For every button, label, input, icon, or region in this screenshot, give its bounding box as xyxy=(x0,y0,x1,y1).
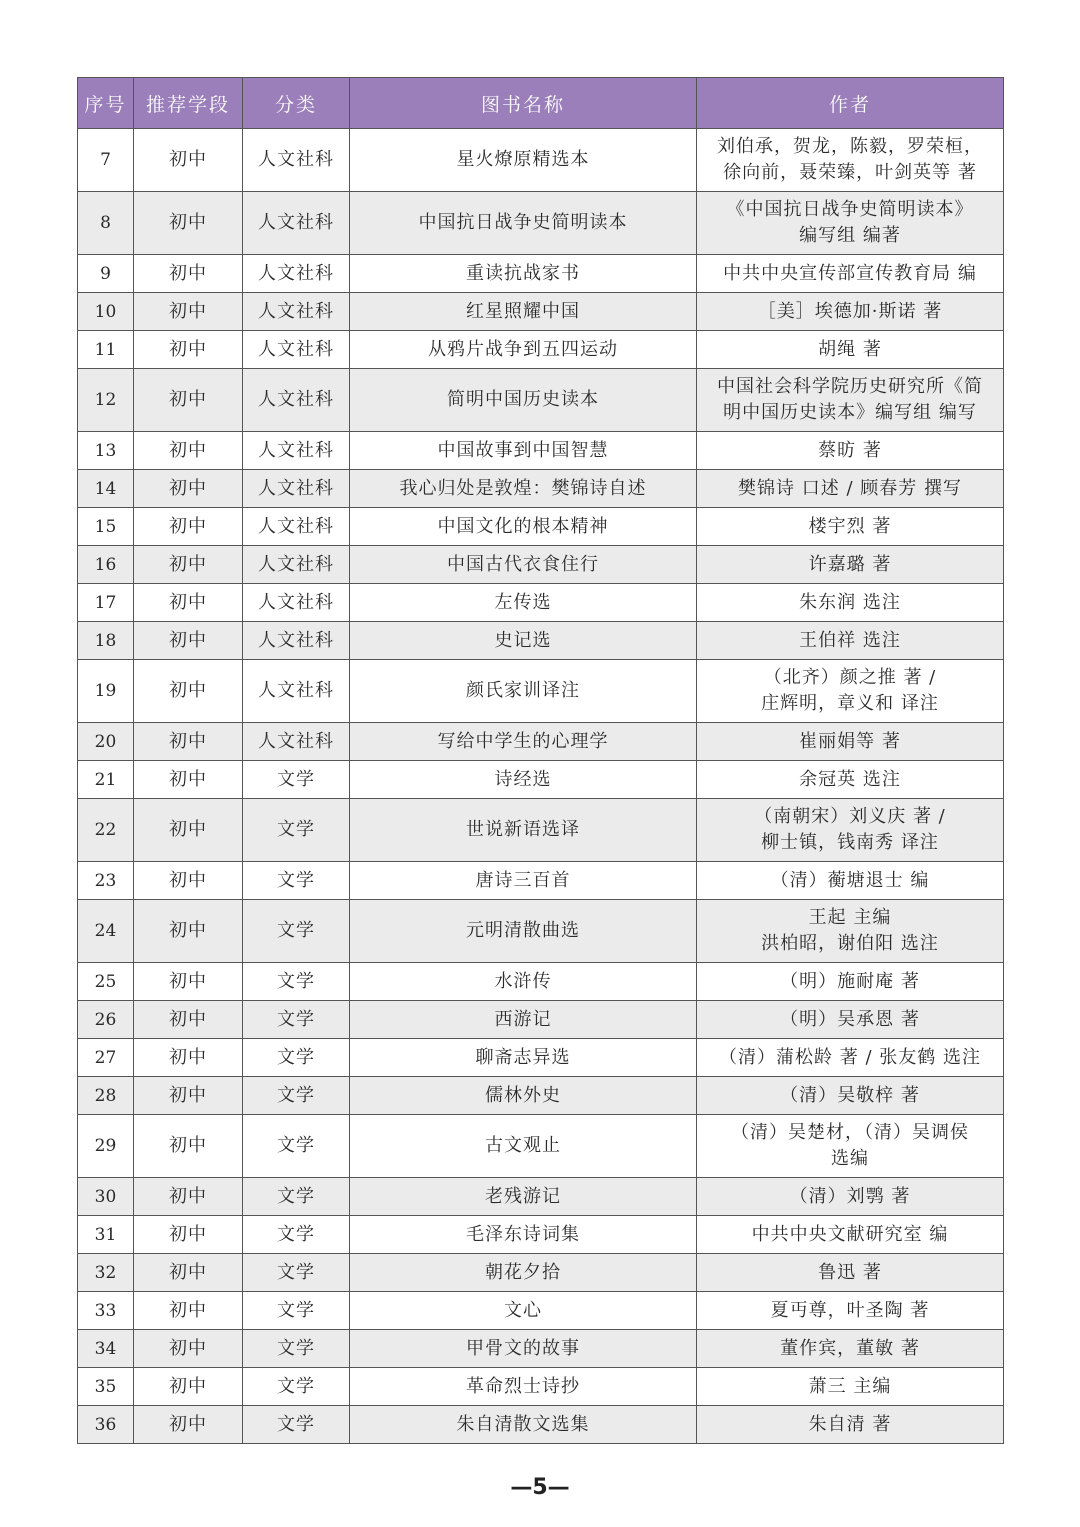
no-cell: 29 xyxy=(78,1115,134,1178)
table-body xyxy=(78,129,1004,1444)
table-row xyxy=(78,723,1004,761)
no-cell: 25 xyxy=(78,963,134,1001)
stage-cell: 初中 xyxy=(134,963,243,1001)
no-cell: 21 xyxy=(78,761,134,799)
category-cell: 文学 xyxy=(243,862,350,900)
title-cell: 红星照耀中国 xyxy=(350,293,697,331)
category-cell: 文学 xyxy=(243,1368,350,1406)
category-cell: 人文社科 xyxy=(243,255,350,293)
title-cell: 老残游记 xyxy=(350,1178,697,1216)
table-row xyxy=(78,432,1004,470)
table-row xyxy=(78,1330,1004,1368)
category-cell: 人文社科 xyxy=(243,723,350,761)
table-row xyxy=(78,331,1004,369)
no-cell: 34 xyxy=(78,1330,134,1368)
title-cell: 简明中国历史读本 xyxy=(350,369,697,432)
no-cell: 12 xyxy=(78,369,134,432)
author-line: 徐向前，聂荣臻，叶剑英等 著 xyxy=(723,162,977,183)
stage-cell: 初中 xyxy=(134,1039,243,1077)
author-cell xyxy=(697,331,1004,369)
stage-cell: 初中 xyxy=(134,1330,243,1368)
author-cell xyxy=(697,799,1004,862)
stage-cell: 初中 xyxy=(134,1406,243,1444)
table-row xyxy=(78,546,1004,584)
table-row xyxy=(78,761,1004,799)
title-cell: 唐诗三百首 xyxy=(350,862,697,900)
stage-cell: 初中 xyxy=(134,1115,243,1178)
title-cell: 古文观止 xyxy=(350,1115,697,1178)
table-row xyxy=(78,660,1004,723)
no-cell: 22 xyxy=(78,799,134,862)
title-cell: 世说新语选译 xyxy=(350,799,697,862)
stage-cell: 初中 xyxy=(134,799,243,862)
title-cell: 颜氏家训译注 xyxy=(350,660,697,723)
table-row xyxy=(78,508,1004,546)
category-cell: 人文社科 xyxy=(243,331,350,369)
author-line: 明中国历史读本》编写组 编写 xyxy=(723,402,977,423)
no-cell: 28 xyxy=(78,1077,134,1115)
title-cell: 朱自清散文选集 xyxy=(350,1406,697,1444)
category-cell: 文学 xyxy=(243,1115,350,1178)
stage-cell: 初中 xyxy=(134,1077,243,1115)
stage-cell: 初中 xyxy=(134,761,243,799)
category-cell: 文学 xyxy=(243,799,350,862)
title-cell: 左传选 xyxy=(350,584,697,622)
title-cell: 毛泽东诗词集 xyxy=(350,1216,697,1254)
author-line: 中共中央宣传部宣传教育局 编 xyxy=(723,262,977,284)
author-cell xyxy=(697,584,1004,622)
author-cell xyxy=(697,1254,1004,1292)
author-line: （清）蒲松龄 著 / 张友鹤 选注 xyxy=(719,1046,981,1068)
stage-cell: 初中 xyxy=(134,1368,243,1406)
table-row xyxy=(78,255,1004,293)
author-line: 鲁迅 著 xyxy=(818,1261,882,1283)
stage-cell: 初中 xyxy=(134,369,243,432)
no-cell: 36 xyxy=(78,1406,134,1444)
table-row xyxy=(78,129,1004,192)
header-author: 作者 xyxy=(697,78,1004,129)
stage-cell: 初中 xyxy=(134,331,243,369)
category-cell: 人文社科 xyxy=(243,546,350,584)
category-cell: 人文社科 xyxy=(243,432,350,470)
title-cell: 中国文化的根本精神 xyxy=(350,508,697,546)
author-line: （清）吴敬梓 著 xyxy=(780,1084,920,1106)
header-category: 分类 xyxy=(243,78,350,129)
author-cell xyxy=(697,1216,1004,1254)
category-cell: 人文社科 xyxy=(243,129,350,192)
author-line: 蔡昉 著 xyxy=(818,439,882,461)
no-cell: 19 xyxy=(78,660,134,723)
author-line: 编写组 编著 xyxy=(799,225,901,246)
stage-cell: 初中 xyxy=(134,1292,243,1330)
table-row xyxy=(78,622,1004,660)
author-line: 柳士镇，钱南秀 译注 xyxy=(761,832,939,853)
author-line: （清）吴楚材，（清）吴调侯 xyxy=(731,1122,969,1143)
title-cell: 元明清散曲选 xyxy=(350,900,697,963)
author-line: 洪柏昭，谢伯阳 选注 xyxy=(761,933,939,954)
category-cell: 人文社科 xyxy=(243,508,350,546)
header-no: 序号 xyxy=(78,78,134,129)
stage-cell: 初中 xyxy=(134,508,243,546)
title-cell: 史记选 xyxy=(350,622,697,660)
category-cell: 文学 xyxy=(243,1001,350,1039)
author-cell xyxy=(697,900,1004,963)
no-cell: 35 xyxy=(78,1368,134,1406)
stage-cell: 初中 xyxy=(134,1001,243,1039)
no-cell: 11 xyxy=(78,331,134,369)
author-line: 许嘉璐 著 xyxy=(808,553,892,575)
author-cell xyxy=(697,470,1004,508)
no-cell: 17 xyxy=(78,584,134,622)
no-cell: 23 xyxy=(78,862,134,900)
table-row xyxy=(78,900,1004,963)
category-cell: 人文社科 xyxy=(243,660,350,723)
author-line: 夏丏尊，叶圣陶 著 xyxy=(770,1299,930,1321)
category-cell: 文学 xyxy=(243,1077,350,1115)
stage-cell: 初中 xyxy=(134,192,243,255)
author-cell xyxy=(697,761,1004,799)
title-cell: 诗经选 xyxy=(350,761,697,799)
category-cell: 文学 xyxy=(243,1216,350,1254)
author-line: 庄辉明，章义和 译注 xyxy=(761,693,939,714)
author-line: 中共中央文献研究室 编 xyxy=(751,1223,949,1245)
author-line: （明）施耐庵 著 xyxy=(780,970,920,992)
book-list-table xyxy=(77,77,1004,1444)
no-cell: 18 xyxy=(78,622,134,660)
no-cell: 20 xyxy=(78,723,134,761)
title-cell: 中国故事到中国智慧 xyxy=(350,432,697,470)
stage-cell: 初中 xyxy=(134,723,243,761)
category-cell: 人文社科 xyxy=(243,470,350,508)
category-cell: 文学 xyxy=(243,761,350,799)
category-cell: 文学 xyxy=(243,1292,350,1330)
author-line: 朱东润 选注 xyxy=(799,591,901,613)
author-cell xyxy=(697,1368,1004,1406)
category-cell: 文学 xyxy=(243,1406,350,1444)
header-title: 图书名称 xyxy=(350,78,697,129)
title-cell: 朝花夕拾 xyxy=(350,1254,697,1292)
table-row xyxy=(78,1001,1004,1039)
category-cell: 文学 xyxy=(243,1039,350,1077)
author-line: （清）刘鹗 著 xyxy=(789,1185,911,1207)
author-line: 楼宇烈 著 xyxy=(808,515,892,537)
table-row xyxy=(78,192,1004,255)
table-row xyxy=(78,470,1004,508)
no-cell: 32 xyxy=(78,1254,134,1292)
no-cell: 31 xyxy=(78,1216,134,1254)
stage-cell: 初中 xyxy=(134,660,243,723)
no-cell: 15 xyxy=(78,508,134,546)
stage-cell: 初中 xyxy=(134,862,243,900)
author-cell xyxy=(697,660,1004,723)
author-line: 《中国抗日战争史简明读本》 xyxy=(726,199,974,220)
table-header xyxy=(78,78,1004,129)
stage-cell: 初中 xyxy=(134,1216,243,1254)
stage-cell: 初中 xyxy=(134,1178,243,1216)
category-cell: 人文社科 xyxy=(243,192,350,255)
table-row xyxy=(78,1115,1004,1178)
title-cell: 写给中学生的心理学 xyxy=(350,723,697,761)
title-cell: 西游记 xyxy=(350,1001,697,1039)
table-row xyxy=(78,584,1004,622)
no-cell: 26 xyxy=(78,1001,134,1039)
table-row xyxy=(78,799,1004,862)
title-cell: 中国抗日战争史简明读本 xyxy=(350,192,697,255)
table-row xyxy=(78,369,1004,432)
author-cell xyxy=(697,1039,1004,1077)
author-line: 樊锦诗 口述 / 顾春芳 撰写 xyxy=(738,477,962,499)
category-cell: 人文社科 xyxy=(243,622,350,660)
author-line: （清）蘅塘退士 编 xyxy=(770,869,930,891)
stage-cell: 初中 xyxy=(134,622,243,660)
title-cell: 水浒传 xyxy=(350,963,697,1001)
author-cell xyxy=(697,1292,1004,1330)
title-cell: 我心归处是敦煌：樊锦诗自述 xyxy=(350,470,697,508)
author-line: 王起 主编 xyxy=(808,907,892,928)
author-cell xyxy=(697,963,1004,1001)
no-cell: 16 xyxy=(78,546,134,584)
page-number: —5— xyxy=(510,1475,570,1500)
author-line: 董作宾，董敏 著 xyxy=(780,1337,920,1359)
author-line: 王伯祥 选注 xyxy=(799,629,901,651)
stage-cell: 初中 xyxy=(134,129,243,192)
title-cell: 聊斋志异选 xyxy=(350,1039,697,1077)
author-cell xyxy=(697,293,1004,331)
title-cell: 文心 xyxy=(350,1292,697,1330)
author-line: 余冠英 选注 xyxy=(799,768,901,790)
no-cell: 33 xyxy=(78,1292,134,1330)
table-row xyxy=(78,293,1004,331)
author-line: 崔丽娟等 著 xyxy=(799,730,901,752)
stage-cell: 初中 xyxy=(134,255,243,293)
no-cell: 8 xyxy=(78,192,134,255)
author-cell xyxy=(697,432,1004,470)
stage-cell: 初中 xyxy=(134,293,243,331)
author-cell xyxy=(697,1406,1004,1444)
author-line: （北齐）颜之推 著 / xyxy=(763,667,937,688)
category-cell: 人文社科 xyxy=(243,584,350,622)
stage-cell: 初中 xyxy=(134,432,243,470)
no-cell: 7 xyxy=(78,129,134,192)
stage-cell: 初中 xyxy=(134,470,243,508)
no-cell: 14 xyxy=(78,470,134,508)
author-line: （南朝宋）刘义庆 著 / xyxy=(754,806,946,827)
no-cell: 13 xyxy=(78,432,134,470)
title-cell: 星火燎原精选本 xyxy=(350,129,697,192)
author-cell xyxy=(697,546,1004,584)
author-cell xyxy=(697,508,1004,546)
table-row xyxy=(78,1039,1004,1077)
stage-cell: 初中 xyxy=(134,1254,243,1292)
author-line: 萧三 主编 xyxy=(808,1375,892,1397)
title-cell: 甲骨文的故事 xyxy=(350,1330,697,1368)
category-cell: 文学 xyxy=(243,963,350,1001)
author-line: 朱自清 著 xyxy=(808,1413,892,1435)
stage-cell: 初中 xyxy=(134,900,243,963)
author-cell xyxy=(697,1115,1004,1178)
title-cell: 革命烈士诗抄 xyxy=(350,1368,697,1406)
author-cell xyxy=(697,1001,1004,1039)
author-line: ［美］埃德加·斯诺 著 xyxy=(757,300,943,322)
no-cell: 30 xyxy=(78,1178,134,1216)
category-cell: 人文社科 xyxy=(243,369,350,432)
category-cell: 文学 xyxy=(243,1330,350,1368)
title-cell: 从鸦片战争到五四运动 xyxy=(350,331,697,369)
table-row xyxy=(78,1292,1004,1330)
author-line: 刘伯承，贺龙，陈毅，罗荣桓， xyxy=(717,136,983,157)
header-stage: 推荐学段 xyxy=(134,78,243,129)
author-cell xyxy=(697,723,1004,761)
table-row xyxy=(78,963,1004,1001)
author-cell xyxy=(697,862,1004,900)
author-line: 选编 xyxy=(831,1148,869,1169)
author-cell xyxy=(697,1077,1004,1115)
category-cell: 文学 xyxy=(243,1254,350,1292)
no-cell: 27 xyxy=(78,1039,134,1077)
title-cell: 儒林外史 xyxy=(350,1077,697,1115)
table-row xyxy=(78,1216,1004,1254)
no-cell: 24 xyxy=(78,900,134,963)
author-line: 中国社会科学院历史研究所《简 xyxy=(717,376,983,397)
author-cell xyxy=(697,129,1004,192)
author-cell xyxy=(697,255,1004,293)
title-cell: 重读抗战家书 xyxy=(350,255,697,293)
no-cell: 9 xyxy=(78,255,134,293)
no-cell: 10 xyxy=(78,293,134,331)
table-row xyxy=(78,1368,1004,1406)
table-row xyxy=(78,862,1004,900)
author-line: （明）吴承恩 著 xyxy=(780,1008,920,1030)
table-row xyxy=(78,1254,1004,1292)
table-row xyxy=(78,1077,1004,1115)
category-cell: 文学 xyxy=(243,1178,350,1216)
stage-cell: 初中 xyxy=(134,546,243,584)
author-cell xyxy=(697,1330,1004,1368)
author-line: 胡绳 著 xyxy=(818,338,882,360)
stage-cell: 初中 xyxy=(134,584,243,622)
table-row xyxy=(78,1178,1004,1216)
author-cell xyxy=(697,1178,1004,1216)
author-cell xyxy=(697,369,1004,432)
title-cell: 中国古代衣食住行 xyxy=(350,546,697,584)
table-row xyxy=(78,1406,1004,1444)
author-cell xyxy=(697,192,1004,255)
author-cell xyxy=(697,622,1004,660)
category-cell: 文学 xyxy=(243,900,350,963)
category-cell: 人文社科 xyxy=(243,293,350,331)
